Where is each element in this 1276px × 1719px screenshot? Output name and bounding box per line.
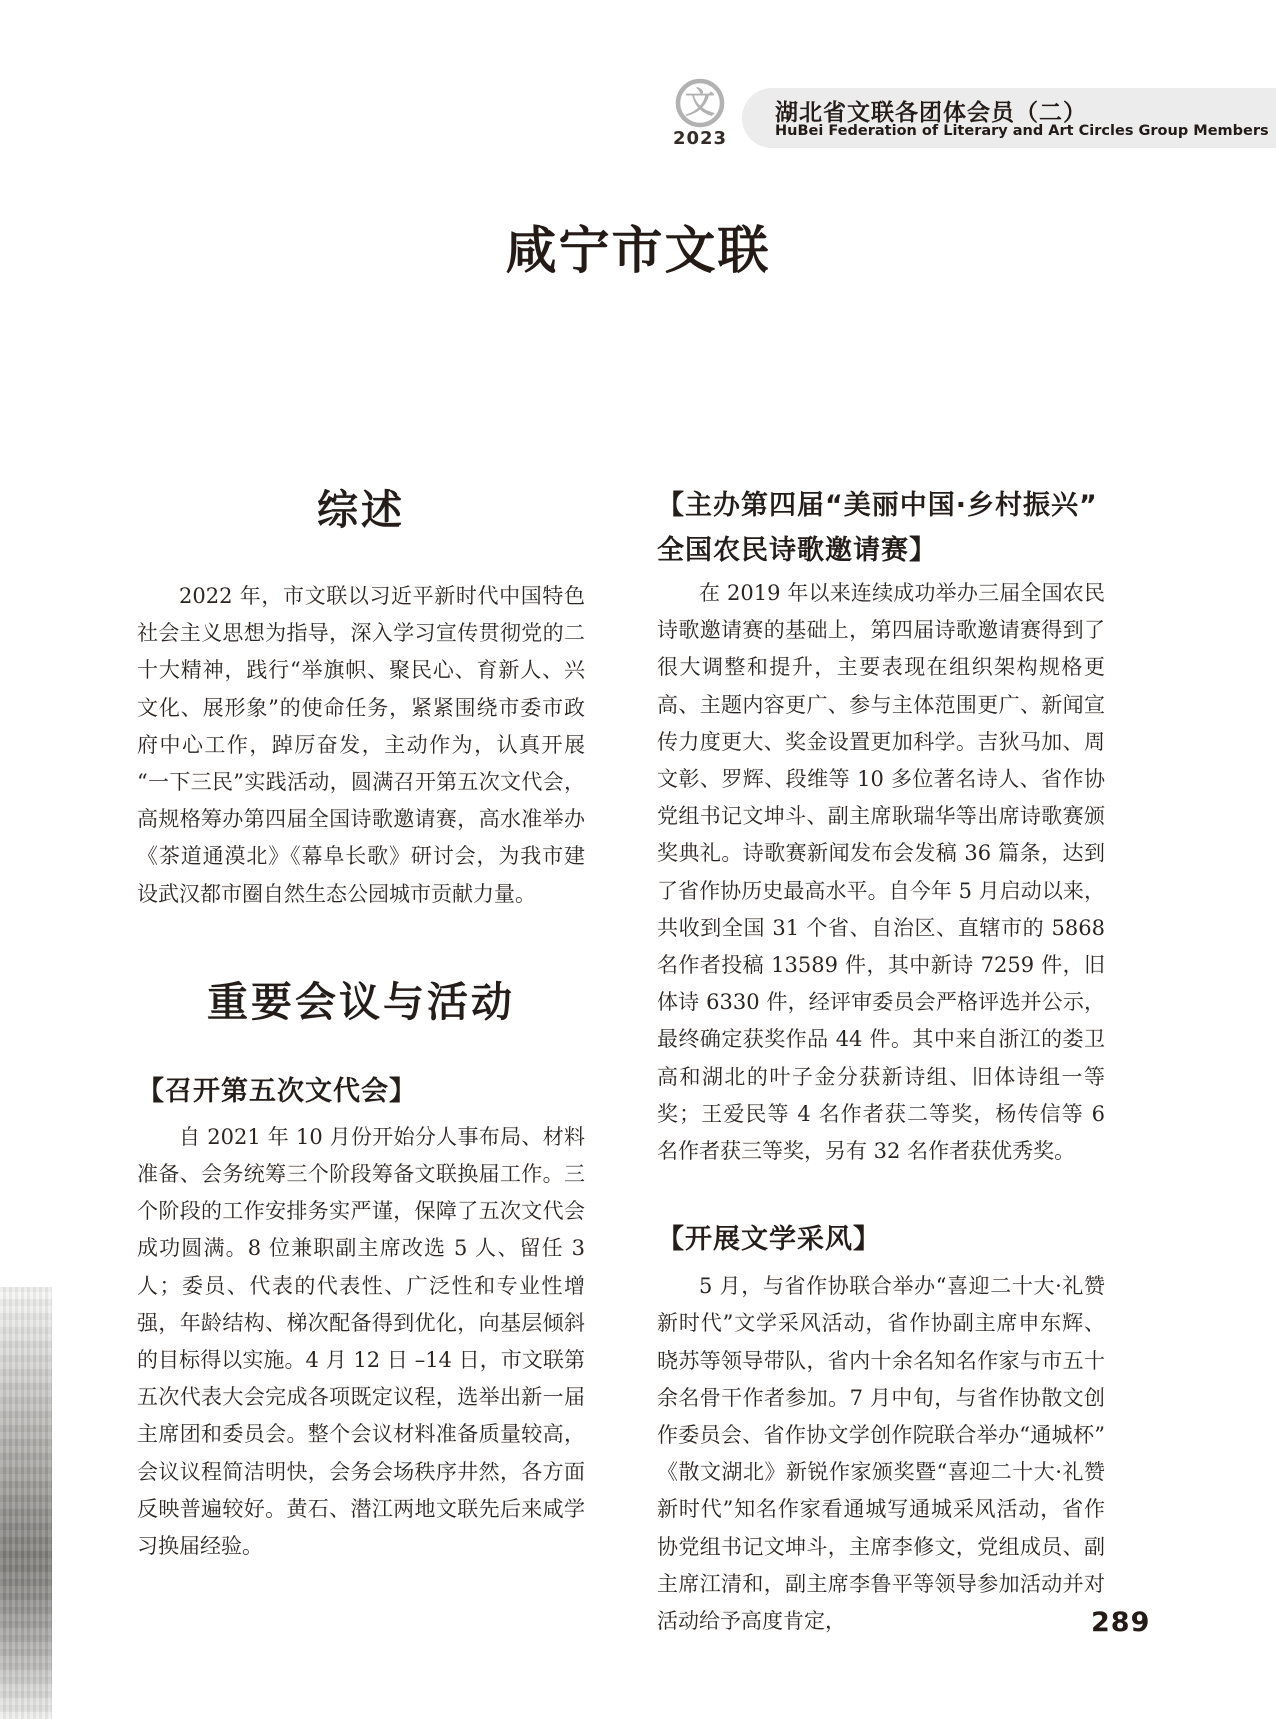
left-column — [137, 486, 585, 1565]
article-title: 咸宁市文联 — [505, 221, 771, 281]
poetry-contest-paragraph: 在 2019 年以来连续成功举办三届全国农民诗歌邀请赛的基础上，第四届诗歌邀请赛得到了很大调整和提升，主要表现在组织架构规格更高、主题内容更广、参与主体范围更广、新闻宣传力度更大、奖金设置更加科学。吉狄马加、周文彰、罗辉、段维等 10 多位著名诗人、省作协党组书记文坤斗、副主席耿瑞华等出席诗歌赛颁奖典礼。诗歌赛新闻发布会发稿 36 篇条，达到了省作协历史最高水平。自今年 5 月启动以来，共收到全国 31 个省、自治区、直辖市的 5868 名作者投稿 13589 件，其中新诗 7259 件，旧体诗 6330 件，经评审委员会严格评选并公示，最终确定获奖作品 44 件。其中来自浙江的娄卫高和湖北的叶子金分获新诗组、旧体诗组一等奖；王爱民等 4 名作者获二等奖，杨传信等 6 名作者获三等奖，另有 32 名作者获优秀奖。 — [657, 581, 1105, 1164]
header-band-title-cn: 湖北省文联各团体会员（二） — [775, 99, 1087, 126]
faded-photo-strip — [0, 1287, 52, 1719]
wendaihui-paragraph: 自 2021 年 10 月份开始分人事布局、材料准备、会务统筹三个阶段筹备文联换届工作。三个阶段的工作安排务实严谨，保障了五次文代会成功圆满。8 位兼职副主席改选 5 人、留任 3 人；委员、代表的代表性、广泛性和专业性增强，年龄结构、梯次配备得到优化，向基层倾斜的目标得以实施。4 月 12 日 –14 日，市文联第五次代表大会完成各项既定议程，选举出新一届主席团和委员会。整个会议材料准备质量较高，会议议程简洁明快，会务会场秩序井然，各方面反映普遍较好。黄石、潜江两地文联先后来咸学习换届经验。 — [137, 1124, 585, 1559]
section-heading-activities: 重要会议与活动 — [207, 977, 515, 1026]
edition-year: 2023 — [672, 128, 728, 149]
section-heading-overview: 综述 — [317, 486, 405, 534]
subheading-wendaihui: 【召开第五次文代会】 — [137, 1075, 417, 1107]
wenlian-logo-icon — [674, 77, 726, 129]
subheading-poetry-contest: 【主办第四届“美丽中国·乡村振兴”全国农民诗歌邀请赛】 — [657, 490, 1098, 566]
overview-paragraph: 2022 年，市文联以习近平新时代中国特色社会主义思想为指导，深入学习宣传贯彻党的二十大精神，践行“举旗帜、聚民心、育新人、兴文化、展形象”的使命任务，紧紧围绕市委市政府中心工作，踔厉奋发，主动作为，认真开展“一下三民”实践活动，圆满召开第五次文代会，高规格筹办第四届全国诗歌邀请赛，高水准举办《茶道通漠北》《幕阜长歌》研讨会，为我市建设武汉都市圈自然生态公园城市贡献力量。 — [137, 584, 585, 906]
caifeng-paragraph: 5 月，与省作协联合举办“喜迎二十大·礼赞新时代”文学采风活动，省作协副主席申东辉、晓苏等领导带队，省内十余名知名作家与市五十余名骨干作者参加。7 月中旬，与省作协散文创作委员会、省作协文学创作院联合举办“通城杯”《散文湖北》新锐作家颁奖暨“喜迎二十大·礼赞新时代”知名作家看通城写通城采风活动，省作协党组书记文坤斗，主席李修文，党组成员、副主席江清和，副主席李鲁平等领导参加活动并对活动给予高度肯定， — [657, 1274, 1105, 1634]
header-band-title-en: HuBei Federation of Literary and Art Circles Group Members — [775, 123, 1269, 139]
subheading-caifeng: 【开展文学采风】 — [657, 1224, 881, 1256]
svg-text:文: 文 — [685, 86, 715, 121]
header-band — [742, 88, 1276, 148]
page-number: 289 — [1091, 1607, 1151, 1638]
right-column — [657, 483, 1105, 1640]
